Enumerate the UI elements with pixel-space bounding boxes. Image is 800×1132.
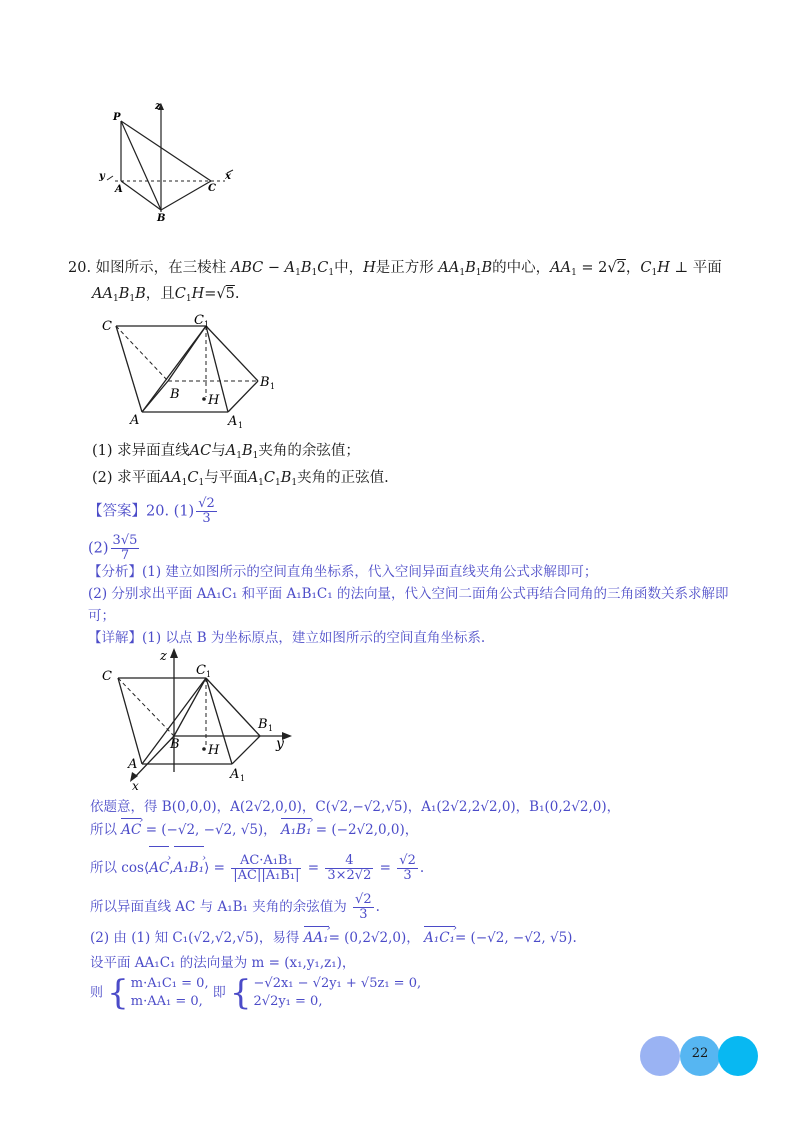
label-c: C	[102, 669, 112, 684]
detail-normal: 设平面 AA₁C₁ 的法向量为 m = (x₁,y₁,z₁)，	[90, 955, 356, 971]
figure-prism-coordinates	[98, 644, 298, 794]
label-a: A	[128, 757, 138, 772]
problem-line-1: 20. 如图所示，在三棱柱 ABC − $A_1B_1C_1$中，H是正方形 $AA_1B_1B$的中心，$AA_1 = 2√2$，$C_1H$ ⊥ 平面	[68, 260, 722, 278]
page-number: 22	[691, 1046, 709, 1061]
question-1: (1) 求异面直线AC与$A_1B_1$夹角的余弦值；	[92, 443, 360, 461]
answer-label: 【答案】20.	[88, 503, 170, 520]
label-h: H	[208, 393, 220, 408]
label-y: y	[99, 171, 105, 182]
analysis-line-2: (2) 分别求出平面 AA₁C₁ 和平面 A₁B₁C₁ 的法向量，代入空间二面角公式再结合同角的三角函数关系求解即	[88, 586, 729, 602]
detail-line-1: 【详解】(1) 以点 B 为坐标原点，建立如图所示的空间直角坐标系.	[88, 630, 486, 646]
analysis-line-3: 可；	[88, 608, 115, 624]
detail-cosine: 所以 cos⟨AC ›,A₁B₁ ›⟩ = $\frac{\text{AC·A₁B₁}}{\text{|AC||A₁B₁|}}$ = $\frac{4}{3\times 2√2}$ = $\frac{√2}{3}$ .	[90, 848, 424, 888]
label-a1: A	[230, 767, 240, 782]
answer-line-1: 【答案】20. (1) $\frac{√2}{3}$	[88, 496, 215, 526]
label-c1: C	[194, 313, 204, 328]
label-p: P	[113, 112, 121, 123]
label-c: C	[102, 319, 112, 334]
label-a1: A	[228, 414, 238, 428]
label-a: A	[115, 184, 123, 195]
svg-text:1: 1	[204, 320, 210, 329]
problem-number: 20.	[68, 260, 92, 276]
label-x: x	[132, 779, 139, 793]
analysis-label: 【分析】	[88, 564, 142, 580]
label-y: y	[276, 736, 284, 752]
label-b: B	[170, 387, 180, 402]
svg-text:1: 1	[268, 724, 274, 733]
label-b1: B	[258, 717, 268, 732]
label-b1: B	[260, 375, 270, 390]
label-h: H	[208, 743, 220, 758]
detail-label: 【详解】	[88, 630, 142, 646]
svg-text:1: 1	[240, 774, 246, 783]
answer-line-2: (2) $\frac{3√5}{7}$	[88, 533, 138, 563]
page-circle-right	[718, 1036, 758, 1076]
label-c1: C	[196, 663, 206, 678]
label-z: z	[160, 649, 167, 664]
figure-prism	[98, 312, 288, 428]
label-z: z	[155, 101, 161, 112]
detail-conclusion: 所以异面直线 AC 与 A₁B₁ 夹角的余弦值为 $\frac{√2}{3}$ .	[90, 892, 380, 922]
svg-text:1: 1	[270, 382, 276, 391]
svg-text:1: 1	[238, 421, 244, 428]
label-c: C	[208, 183, 216, 194]
detail-system: 则 { m·A₁C₁ = 0, m·AA₁ = 0, 即 { −√2x₁ − √2y₁ + √5z₁ = 0, 2√2y₁ = 0,	[90, 973, 422, 1013]
label-b: B	[170, 737, 180, 752]
page-circle-left	[640, 1036, 680, 1076]
question-2: (2) 求平面$AA_1C_1$与平面$A_1C_1B_1$夹角的正弦值.	[92, 470, 389, 488]
analysis-line-1: 【分析】(1) 建立如图所示的空间直角坐标系，代入空间异面直线夹角公式求解即可；	[88, 564, 598, 580]
problem-line-2: $AA_1B_1B$，且$C_1H=√5$.	[92, 286, 240, 304]
label-x: x	[225, 171, 231, 182]
label-a: A	[130, 413, 140, 428]
figure-pyramid	[95, 100, 245, 225]
detail-part2: (2) 由 (1) 知 C₁(√2,√2,√5)，易得 AA₁ ›= (0,2√2,0)， A₁C₁ ›= (−√2, −√2, √5).	[90, 928, 577, 948]
detail-vectors: 所以 AC › = (−√2, −√2, √5)， A₁B₁ › = (−2√2,0,0)，	[90, 820, 418, 840]
svg-text:1: 1	[206, 670, 212, 679]
detail-coords: 依题意，得 B(0,0,0)，A(2√2,0,0)，C(√2,−√2,√5)，A₁(2√2,2√2,0)，B₁(0,2√2,0)，	[90, 799, 621, 815]
label-b: B	[157, 213, 166, 224]
